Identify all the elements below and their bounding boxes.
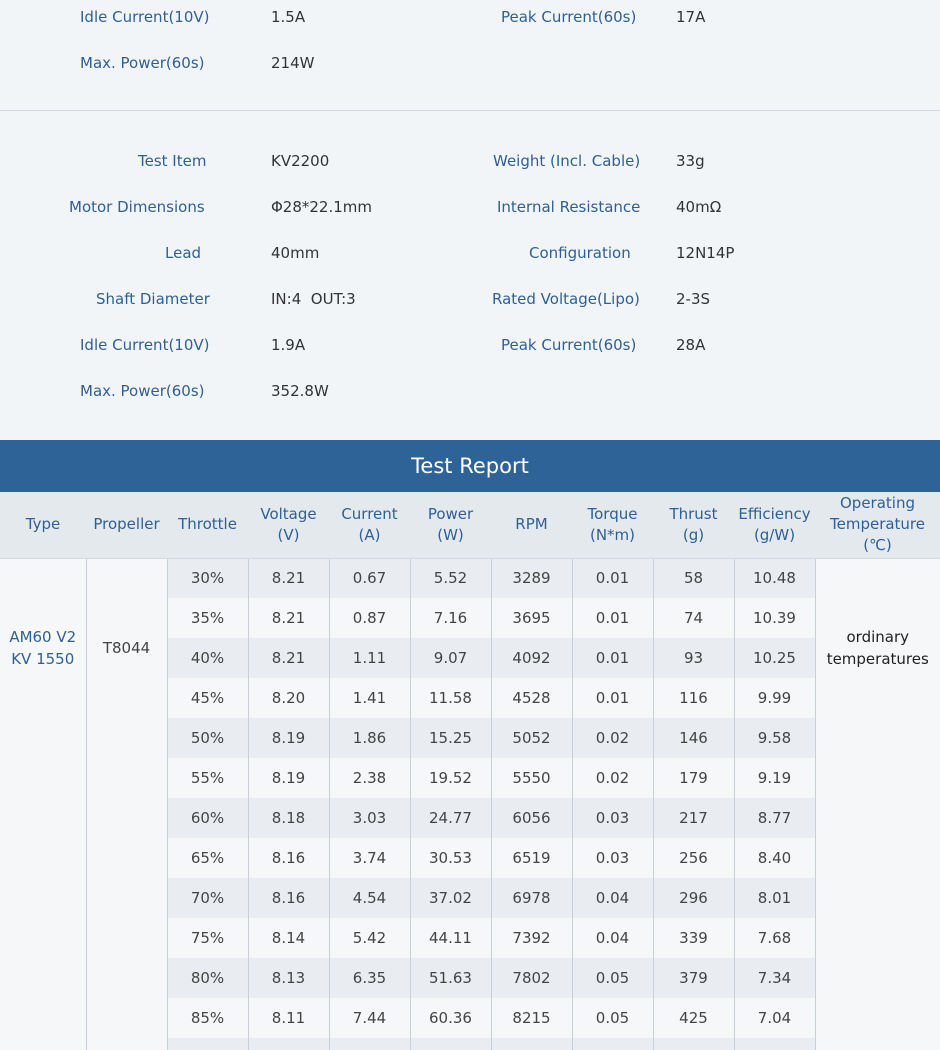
table-cell: 217 (653, 798, 734, 838)
spec-label: Motor Dimensions (69, 198, 205, 216)
header-thrust-line-1: Thrust (669, 504, 718, 523)
motor-type-line-1: AM60 V2 (9, 628, 77, 647)
header-voltage (248, 492, 329, 558)
table-body (0, 558, 940, 1050)
table-cell: 179 (653, 758, 734, 798)
motor-type-cell (0, 558, 86, 1050)
spec-value: IN:4 OUT:3 (271, 290, 356, 308)
table-cell (248, 1038, 329, 1050)
spec-value: 12N14P (676, 244, 735, 262)
header-power-line-1: Power (427, 504, 474, 523)
spec-row (0, 51, 940, 75)
table-cell: 1.11 (329, 638, 410, 678)
spec-section-2 (0, 112, 940, 439)
table-cell: 4528 (491, 678, 572, 718)
header-torque (572, 492, 653, 558)
table-cell: 4.54 (329, 878, 410, 918)
table-cell: 8.40 (734, 838, 815, 878)
table-cell: 0.67 (329, 558, 410, 598)
header-temperature-line-1: Operating (840, 494, 915, 513)
table-cell: 256 (653, 838, 734, 878)
table-cell: 5.42 (329, 918, 410, 958)
spec-label: Idle Current(10V) (80, 336, 210, 354)
spec-row (0, 149, 940, 173)
table-row (0, 558, 940, 598)
header-type: Type (0, 492, 86, 558)
spec-value: 28A (676, 336, 706, 354)
header-temperature (815, 492, 940, 558)
table-cell: 58 (653, 558, 734, 598)
propeller-cell (86, 558, 167, 1050)
table-cell (734, 1038, 815, 1050)
table-cell: 45% (167, 678, 248, 718)
spec-row (0, 379, 940, 403)
table-cell: 4092 (491, 638, 572, 678)
table-cell: 146 (653, 718, 734, 758)
table-cell: 339 (653, 918, 734, 958)
spec-value: 40mΩ (676, 198, 722, 216)
propeller-value: T8044 (102, 639, 151, 658)
table-cell: 3695 (491, 598, 572, 638)
header-voltage-line-1: Voltage (260, 504, 317, 523)
header-thrust-line-2: (g) (682, 525, 705, 544)
table-cell (653, 1038, 734, 1050)
table-cell: 24.77 (410, 798, 491, 838)
table-cell: 6978 (491, 878, 572, 918)
table-cell: 0.03 (572, 798, 653, 838)
spec-value: 352.8W (271, 382, 329, 400)
table-cell: 6519 (491, 838, 572, 878)
table-cell: 8.14 (248, 918, 329, 958)
spec-row (0, 333, 940, 357)
table-cell: 0.05 (572, 958, 653, 998)
header-efficiency-line-2: (g/W) (753, 525, 796, 544)
table-cell: 8.18 (248, 798, 329, 838)
table-cell: 19.52 (410, 758, 491, 798)
header-temperature-line-2: Temperature (829, 515, 926, 534)
spec-row (0, 241, 940, 265)
table-cell: 0.04 (572, 878, 653, 918)
spec-label: Peak Current(60s) (501, 336, 637, 354)
table-cell: 5550 (491, 758, 572, 798)
test-report-table (0, 492, 940, 1050)
table-cell: 55% (167, 758, 248, 798)
table-cell: 8.16 (248, 838, 329, 878)
spec-value: Φ28*22.1mm (271, 198, 373, 216)
spec-label: Configuration (529, 244, 631, 262)
table-cell (329, 1038, 410, 1050)
table-cell: 0.01 (572, 638, 653, 678)
table-cell (410, 1038, 491, 1050)
table-cell: 93 (653, 638, 734, 678)
table-cell: 8.21 (248, 598, 329, 638)
motor-type-line-2: KV 1550 (11, 650, 75, 669)
table-cell: 0.01 (572, 558, 653, 598)
temperature-line-1: ordinary (846, 628, 909, 647)
header-temperature-line-3: (℃) (863, 536, 892, 555)
table-cell: 11.58 (410, 678, 491, 718)
table-cell: 85% (167, 998, 248, 1038)
table-cell: 8.16 (248, 878, 329, 918)
table-cell: 7.04 (734, 998, 815, 1038)
header-current-line-1: Current (341, 504, 398, 523)
header-current (329, 492, 410, 558)
table-cell: 8.20 (248, 678, 329, 718)
table-cell: 0.03 (572, 838, 653, 878)
table-cell: 7.68 (734, 918, 815, 958)
spec-value: 33g (676, 152, 705, 170)
table-cell: 3289 (491, 558, 572, 598)
spec-value: 1.9A (271, 336, 306, 354)
table-cell: 74 (653, 598, 734, 638)
table-cell: 80% (167, 958, 248, 998)
table-cell: 9.58 (734, 718, 815, 758)
spec-label: Peak Current(60s) (501, 8, 637, 26)
header-torque-line-2: (N*m) (589, 525, 636, 544)
spec-value: 214W (271, 54, 315, 72)
temperature-line-2: temperatures (826, 650, 929, 669)
table-cell: 8.21 (248, 638, 329, 678)
table-cell: 116 (653, 678, 734, 718)
header-voltage-line-2: (V) (277, 525, 300, 544)
table-cell: 51.63 (410, 958, 491, 998)
table-cell: 379 (653, 958, 734, 998)
table-cell: 70% (167, 878, 248, 918)
header-throttle: Throttle (167, 492, 248, 558)
spec-value: 17A (676, 8, 706, 26)
table-cell: 0.05 (572, 998, 653, 1038)
table-header-row (0, 492, 940, 558)
spec-label: Weight (Incl. Cable) (493, 152, 641, 170)
table-cell: 10.25 (734, 638, 815, 678)
table-cell: 8.11 (248, 998, 329, 1038)
table-cell: 7.44 (329, 998, 410, 1038)
spec-label: Test Item (138, 152, 207, 170)
table-cell: 10.48 (734, 558, 815, 598)
table-cell: 296 (653, 878, 734, 918)
spec-label: Lead (165, 244, 202, 262)
table-cell: 15.25 (410, 718, 491, 758)
spec-section-1 (0, 0, 940, 111)
header-efficiency-line-1: Efficiency (738, 504, 811, 523)
table-cell (491, 1038, 572, 1050)
table-cell: 40% (167, 638, 248, 678)
table-cell: 9.07 (410, 638, 491, 678)
table-cell: 7.34 (734, 958, 815, 998)
table-cell: 10.39 (734, 598, 815, 638)
table-cell: 8.13 (248, 958, 329, 998)
table-cell: 9.99 (734, 678, 815, 718)
table-cell: 7.16 (410, 598, 491, 638)
table-cell: 0.04 (572, 918, 653, 958)
table-cell (167, 1038, 248, 1050)
table-cell: 37.02 (410, 878, 491, 918)
operating-temperature-cell (815, 558, 940, 1050)
header-rpm: RPM (491, 492, 572, 558)
table-cell: 9.19 (734, 758, 815, 798)
table-cell: 425 (653, 998, 734, 1038)
table-cell: 60% (167, 798, 248, 838)
table-cell: 1.86 (329, 718, 410, 758)
header-efficiency (734, 492, 815, 558)
table-cell: 75% (167, 918, 248, 958)
table-cell: 0.02 (572, 718, 653, 758)
spec-value: 1.5A (271, 8, 306, 26)
table-cell: 0.87 (329, 598, 410, 638)
table-cell: 8.77 (734, 798, 815, 838)
table-cell: 8.01 (734, 878, 815, 918)
spec-row (0, 287, 940, 311)
table-cell: 44.11 (410, 918, 491, 958)
spec-label: Shaft Diameter (96, 290, 210, 308)
spec-label: Max. Power(60s) (80, 382, 205, 400)
spec-label: Max. Power(60s) (80, 54, 205, 72)
table-cell: 8215 (491, 998, 572, 1038)
table-cell: 30% (167, 558, 248, 598)
header-thrust (653, 492, 734, 558)
table-cell: 60.36 (410, 998, 491, 1038)
table-cell: 7392 (491, 918, 572, 958)
table-cell: 30.53 (410, 838, 491, 878)
table-cell: 3.03 (329, 798, 410, 838)
spec-label: Idle Current(10V) (80, 8, 210, 26)
spec-row (0, 195, 940, 219)
spec-value: 2-3S (676, 290, 711, 308)
header-power-line-2: (W) (437, 525, 464, 544)
table-cell: 2.38 (329, 758, 410, 798)
spec-label: Rated Voltage(Lipo) (492, 290, 640, 308)
table-cell: 1.41 (329, 678, 410, 718)
table-cell: 65% (167, 838, 248, 878)
table-cell: 8.21 (248, 558, 329, 598)
table-cell: 0.01 (572, 598, 653, 638)
header-current-line-2: (A) (358, 525, 381, 544)
header-torque-line-1: Torque (587, 504, 638, 523)
table-cell: 3.74 (329, 838, 410, 878)
test-report-title: Test Report (0, 440, 940, 492)
table-cell (572, 1038, 653, 1050)
table-cell: 0.02 (572, 758, 653, 798)
spec-row (0, 5, 940, 29)
table-cell: 50% (167, 718, 248, 758)
table-cell: 8.19 (248, 718, 329, 758)
table-cell: 6056 (491, 798, 572, 838)
header-propeller: Propeller (86, 492, 167, 558)
spec-value: 40mm (271, 244, 320, 262)
spec-label: Internal Resistance (497, 198, 641, 216)
table-cell: 8.19 (248, 758, 329, 798)
header-power (410, 492, 491, 558)
table-cell: 5052 (491, 718, 572, 758)
table-cell: 6.35 (329, 958, 410, 998)
table-cell: 35% (167, 598, 248, 638)
table-cell: 5.52 (410, 558, 491, 598)
table-cell: 7802 (491, 958, 572, 998)
table-cell: 0.01 (572, 678, 653, 718)
spec-value: KV2200 (271, 152, 330, 170)
